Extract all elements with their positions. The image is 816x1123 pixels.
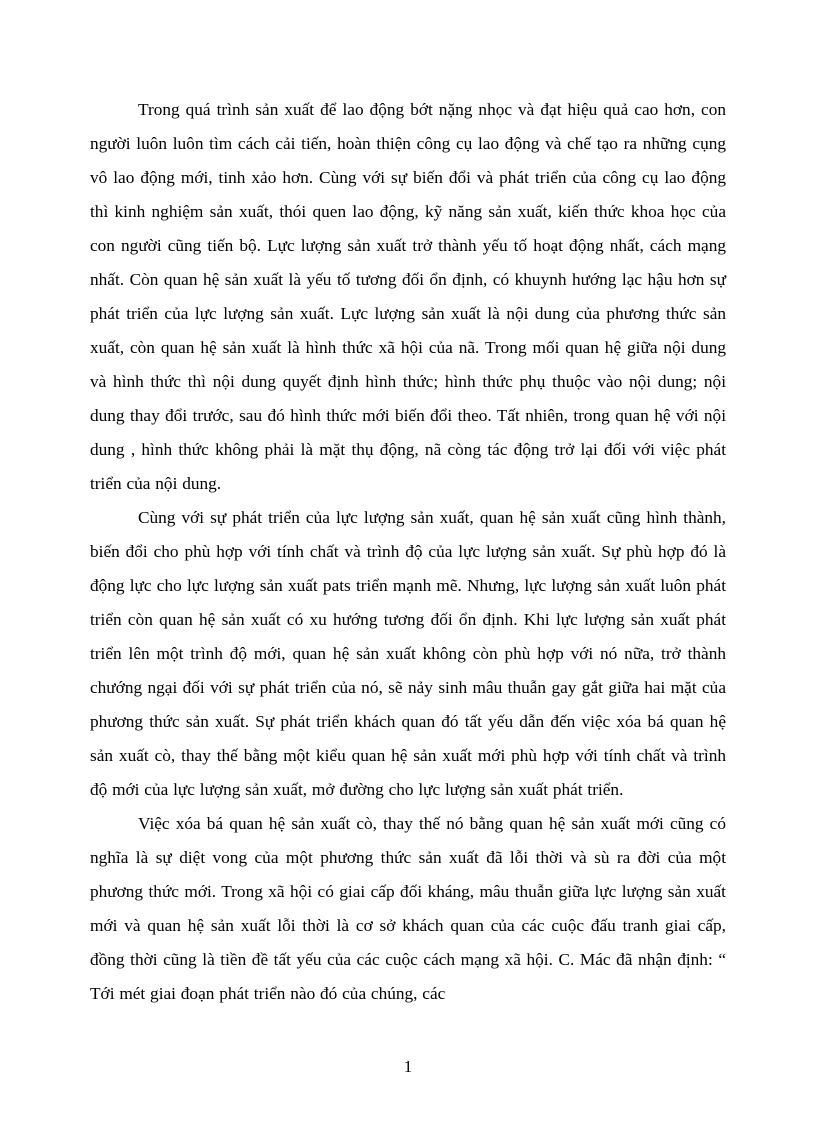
- document-page: [90, 93, 726, 1011]
- page-number: 1: [403, 1057, 413, 1076]
- paragraph-3: Việc xóa bá quan hệ sản xuất cò, thay thế nó bằng quan hệ sản xuất mới cũng có nghĩa là sự diệt vong của một phương thức sản xuất đã lỗi thời và sù ra đời của một phương thức mới. Trong xã hội có giai cấp đối kháng, mâu thuẫn giữa lực lượng sản xuất mới và quan hệ sản xuất lỗi thời là cơ sở khách quan của các cuộc đấu tranh giai cấp, đồng thời cũng là tiền đề tất yếu của các cuộc cách mạng xã hội. C. Mác đã nhận định: “ Tới mét giai đoạn phát triển nào đó của chúng, các: [90, 814, 726, 1003]
- paragraph-2: Cùng với sự phát triển của lực lượng sản xuất, quan hệ sản xuất cũng hình thành, biến đổi cho phù hợp với tính chất và trình độ của lực lượng sản xuất. Sự phù hợp đó là động lực cho lực lượng sản xuất pats triển mạnh mẽ. Nhưng, lực lượng sản xuất luôn phát triển còn quan hệ sản xuất có xu hướng tương đối ổn định. Khi lực lượng sản xuất phát triển lên một trình độ mới, quan hệ sản xuất không còn phù hợp với nó nữa, trở thành chướng ngại đối với sự phát triển của nó, sẽ nảy sinh mâu thuẫn gay gắt giữa hai mặt của phương thức sản xuất. Sự phát triển khách quan đó tất yếu dẫn đến việc xóa bá quan hệ sản xuất cò, thay thế bằng một kiểu quan hệ sản xuất mới phù hợp với tính chất và trình độ mới của lực lượng sản xuất, mở đường cho lực lượng sản xuất phát triển.: [90, 508, 726, 799]
- paragraph-1: Trong quá trình sản xuất để lao động bớt nặng nhọc và đạt hiệu quả cao hơn, con người luôn luôn tìm cách cải tiến, hoàn thiện công cụ lao động và chế tạo ra những cụng vô lao động mới, tinh xảo hơn. Cùng với sự biến đổi và phát triển của công cụ lao động thì kinh nghiệm sản xuất, thói quen lao động, kỹ năng sản xuất, kiến thức khoa học của con người cũng tiến bộ. Lực lượng sản xuất trở thành yếu tố hoạt động nhất, cách mạng nhất. Còn quan hệ sản xuất là yếu tố tương đối ổn định, có khuynh hướng lạc hậu hơn sự phát triển của lực lượng sản xuất. Lực lượng sản xuất là nội dung của phương thức sản xuất, còn quan hệ sản xuất là hình thức xã hội của nã. Trong mối quan hệ giữa nội dung và hình thức thì nội dung quyết định hình thức; hình thức phụ thuộc vào nội dung; nội dung thay đổi trước, sau đó hình thức mới biến đổi theo. Tất nhiên, trong quan hệ với nội dung , hình thức không phải là mặt thụ động, nã còng tác động trở lại đối với việc phát triển của nội dung.: [90, 100, 726, 493]
